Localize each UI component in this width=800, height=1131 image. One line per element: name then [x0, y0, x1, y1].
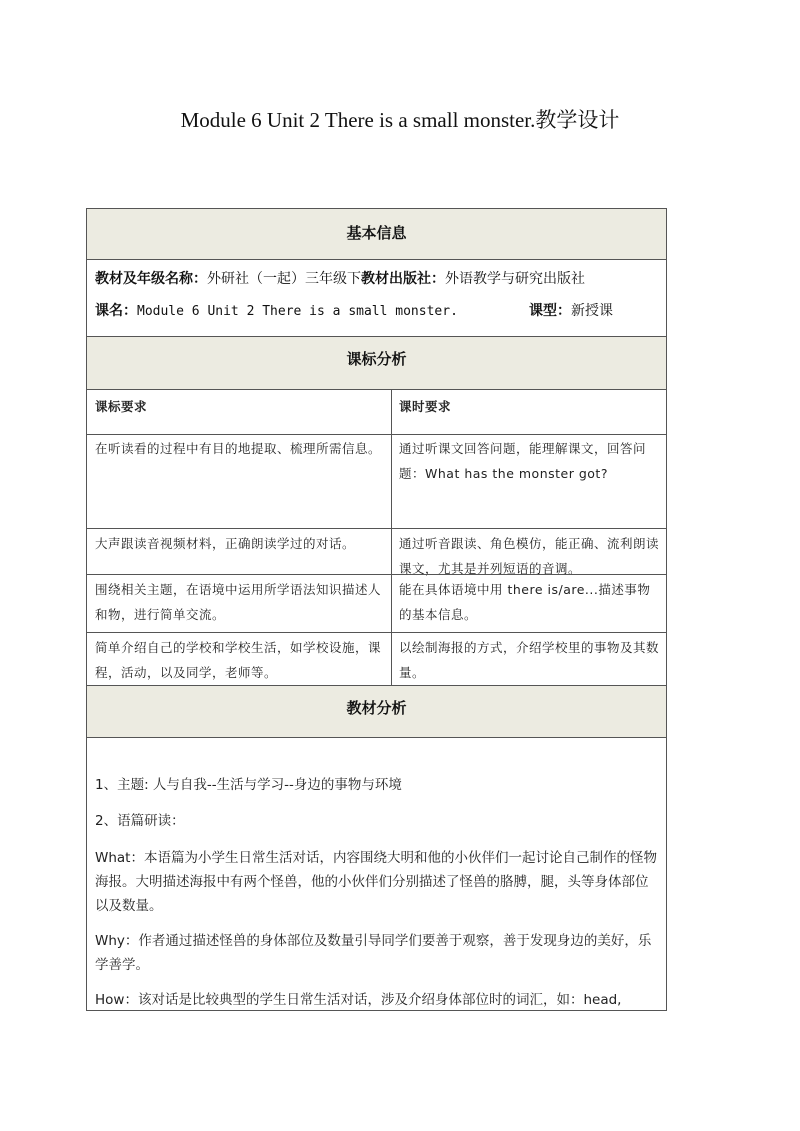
lesson-type-row	[529, 300, 613, 320]
material-what: What：本语篇为小学生日常生活对话，内容围绕大明和他的小伙伴们一起讨论自己制作的怪物海报。大明描述海报中有两个怪兽，他的小伙伴们分别描述了怪兽的胳膊，腿，头等身体部位以及数量。	[95, 850, 657, 914]
textbook-label: 教材及年级名称：	[95, 271, 207, 287]
curriculum-row-2-right: 通过听音跟读、角色模仿，能正确、流利朗读课文，尤其是并列短语的音调。	[399, 536, 660, 576]
curriculum-row-2-left: 大声跟读音视频材料，正确朗读学过的对话。	[95, 536, 356, 551]
row-divider	[87, 434, 666, 435]
material-theme: 1、主题: 人与自我--生活与学习--身边的事物与环境	[95, 777, 402, 793]
curriculum-row-3-right: 能在具体语境中用 there is/are...描述事物的基本信息。	[399, 582, 651, 622]
lesson-plan-table	[86, 208, 667, 1011]
row-divider	[87, 574, 666, 575]
textbook-value: 外研社（一起）三年级下	[207, 271, 361, 287]
textbook-row	[95, 268, 585, 288]
curriculum-col-left-header: 课标要求	[95, 399, 148, 414]
curriculum-col-right-header: 课时要求	[399, 399, 452, 414]
row-divider	[87, 632, 666, 633]
curriculum-row-1-left: 在听读看的过程中有目的地提取、梳理所需信息。	[95, 441, 382, 456]
curriculum-row-1-right: 通过听课文回答问题，能理解课文，回答问题：What has the monster got?	[399, 441, 647, 481]
document-title: Module 6 Unit 2 There is a small monster.教学设计	[180, 108, 620, 132]
material-how: How：该对话是比较典型的学生日常生活对话，涉及介绍身体部位时的词汇，如：head,	[95, 992, 622, 1008]
curriculum-row-4-left: 简单介绍自己的学校和学校生活，如学校设施，课程，活动，以及同学，老师等。	[95, 640, 382, 680]
curriculum-row-4-right: 以绘制海报的方式，介绍学校里的事物及其数量。	[399, 640, 660, 680]
curriculum-heading: 课标分析	[87, 336, 666, 390]
lesson-type-label: 课型：	[529, 303, 571, 319]
material-heading: 教材分析	[87, 685, 666, 738]
lesson-label: 课名：	[95, 303, 137, 319]
basic-info-heading: 基本信息	[87, 209, 666, 260]
lesson-type-value: 新授课	[571, 303, 613, 319]
curriculum-row-3-left: 围绕相关主题，在语境中运用所学语法知识描述人和物，进行简单交流。	[95, 582, 382, 622]
publisher-value: 外语教学与研究出版社	[445, 271, 585, 287]
material-reading-title: 2、语篇研读：	[95, 813, 185, 829]
lesson-value: Module 6 Unit 2 There is a small monster.	[137, 304, 458, 319]
row-divider	[87, 528, 666, 529]
lesson-row	[95, 300, 458, 320]
publisher-label: 教材出版社：	[361, 271, 445, 287]
material-why: Why：作者通过描述怪兽的身体部位及数量引导同学们要善于观察，善于发现身边的美好，乐学善学。	[95, 933, 652, 973]
